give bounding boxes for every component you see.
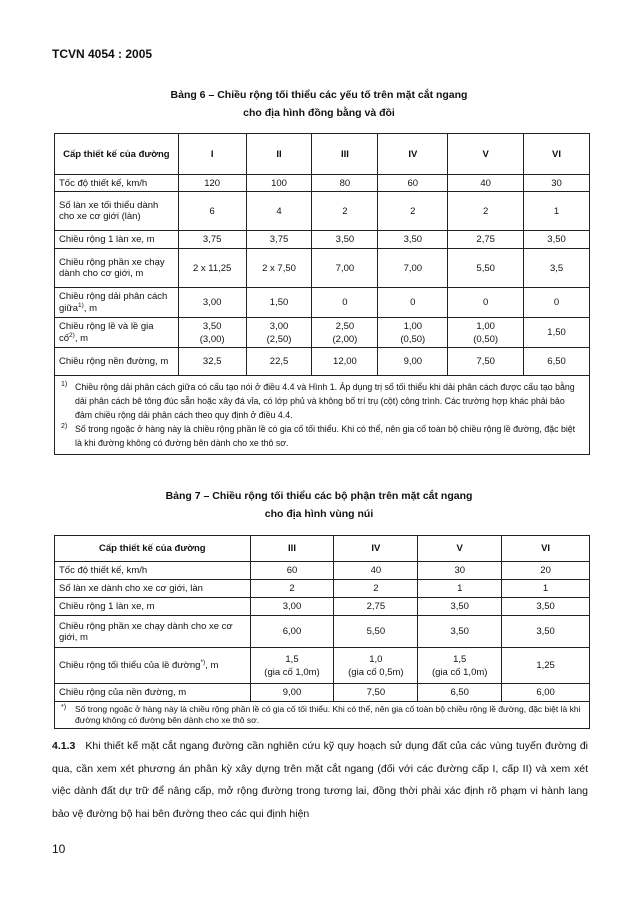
table6-cell: 4	[246, 192, 312, 231]
table7-cell: 3,50	[502, 616, 590, 648]
table6-cell: 3,50	[378, 231, 448, 249]
table7-cell: 3,50	[502, 598, 590, 616]
table6-row	[55, 249, 590, 288]
table6-col-header: VI	[524, 134, 590, 175]
table7-cell: 1,5 (gia cố 1,0m)	[250, 648, 334, 684]
table7-row-label: Số làn xe dành cho xe cơ giới, làn	[55, 580, 251, 598]
table7-row-label: Chiều rộng của nền đường, m	[55, 684, 251, 702]
table7-cell: 2	[334, 580, 418, 598]
table6-cell: 0	[448, 288, 524, 318]
table6-cell: 7,00	[312, 249, 378, 288]
table7-cell: 1	[418, 580, 502, 598]
table6-cell: 100	[246, 175, 312, 192]
table6-caption-line2: cho địa hình đồng bằng và đồi	[243, 107, 395, 119]
table7-cell: 3,00	[250, 598, 334, 616]
table6-cell: 2	[312, 192, 378, 231]
table6-cell: 1	[524, 192, 590, 231]
table6-col-header: IV	[378, 134, 448, 175]
table7-head-label: Cấp thiết kế của đường	[55, 536, 251, 562]
table7-caption-line2: cho địa hình vùng núi	[264, 508, 374, 520]
table6-cell: 0	[524, 288, 590, 318]
table7-row	[55, 598, 590, 616]
table6-cell: 7,00	[378, 249, 448, 288]
table7-cell: 1,25	[502, 648, 590, 684]
table6-row	[55, 175, 590, 192]
table6-notes-row	[55, 376, 590, 455]
table6-note-2: 2) Số trong ngoặc ở hàng này là chiều rộng phần lề có gia cố tối thiểu. Khi có thể, nên gia cố toàn bộ chiều rộng lề đường, đặc biệt là khi đường không có đường bên dành cho xe thô sơ.	[61, 423, 576, 448]
table7-cell: 3,50	[418, 616, 502, 648]
table7-note-1: *) Số trong ngoặc ở hàng này là chiều rộng phần lề có gia cố tối thiểu. Khi có thể, nên gia cố toàn bộ chiều rộng lề đường, đặc biệt là khi đường không có đường bên dành cho xe thô sơ.	[61, 704, 581, 725]
table6-row	[55, 318, 590, 348]
table7-col-header: VI	[502, 536, 590, 562]
table6-cell: 1,00 (0,50)	[378, 318, 448, 348]
table7-notes	[55, 702, 590, 729]
table6-cell: 3,5	[524, 249, 590, 288]
table7-caption-line1: Bảng 7 – Chiều rộng tối thiểu các bộ phận trên mặt cắt ngang	[165, 490, 473, 502]
table7-row-label: Chiều rộng 1 làn xe, m	[55, 598, 251, 616]
table7-cell: 60	[250, 562, 334, 580]
table6-head-label: Cấp thiết kế của đường	[55, 134, 179, 175]
standard-code-header: TCVN 4054 : 2005	[52, 47, 153, 61]
table7-cell: 2	[250, 580, 334, 598]
table7	[54, 535, 590, 729]
table7-cell: 6,00	[250, 616, 334, 648]
table7-cell: 30	[418, 562, 502, 580]
table6-col-header: I	[178, 134, 246, 175]
table6-col-header: II	[246, 134, 312, 175]
table7-cell: 6,00	[502, 684, 590, 702]
table6-cell: 3,50	[312, 231, 378, 249]
table6-row-label: Chiều rộng nền đường, m	[55, 348, 179, 376]
table6-row	[55, 192, 590, 231]
table6-cell: 2	[448, 192, 524, 231]
table6-cell: 9,00	[378, 348, 448, 376]
table6-cell: 3,75	[178, 231, 246, 249]
table7-row	[55, 684, 590, 702]
table6-caption	[0, 86, 638, 122]
table7-row	[55, 562, 590, 580]
table6-cell: 2 x 11,25	[178, 249, 246, 288]
table6-cell: 2	[378, 192, 448, 231]
table6-cell: 6,50	[524, 348, 590, 376]
table6-cell: 3,75	[246, 231, 312, 249]
table6-cell: 32,5	[178, 348, 246, 376]
table6-cell: 3,00	[178, 288, 246, 318]
table6-notes	[55, 376, 590, 455]
table6-row-label: Số làn xe tối thiểu dành cho xe cơ giới (làn)	[55, 192, 179, 231]
table6-row	[55, 288, 590, 318]
table6-cell: 120	[178, 175, 246, 192]
table6-row-label: Chiều rộng phần xe chạy dành cho cơ giới, m	[55, 249, 179, 288]
table6-cell: 1,50	[524, 318, 590, 348]
table6	[54, 133, 590, 455]
table6-row-label: Chiều rộng lề và lề gia cố$^{2)}$, m	[55, 318, 179, 348]
table6-cell: 12,00	[312, 348, 378, 376]
table6-cell: 22,5	[246, 348, 312, 376]
table7-notes-row	[55, 702, 590, 729]
table6-row	[55, 348, 590, 376]
table7-cell: 5,50	[334, 616, 418, 648]
table7-header-row	[55, 536, 590, 562]
table7-caption	[0, 487, 638, 523]
table6-cell: 60	[378, 175, 448, 192]
table6-row-label: Chiều rộng dải phân cách giữa$^{1)}$, m	[55, 288, 179, 318]
table6-cell: 3,00 (2,50)	[246, 318, 312, 348]
table7-row-label: Chiều rộng phần xe chạy dành cho xe cơ giới, m	[55, 616, 251, 648]
table6-header-row	[55, 134, 590, 175]
table7-row-label: Tốc độ thiết kế, km/h	[55, 562, 251, 580]
table7-row	[55, 580, 590, 598]
table7-row-label: Chiều rộng tối thiểu của lề đường*), m	[55, 648, 251, 684]
table6-cell: 6	[178, 192, 246, 231]
table6-col-header: V	[448, 134, 524, 175]
table6-cell: 80	[312, 175, 378, 192]
paragraph-text: Khi thiết kế mặt cắt ngang đường cần nghiên cứu kỹ quy hoạch sử dụng đất của các vùng tuyến đường đi qua, cần xem xét phương án phân kỳ xây dựng trên mặt cắt ngang (đối với các đường cấp I, cấp II) và xem xét việc dành đất dự trữ để nâng cấp, mở rộng đường trong tương lai, đồng thời phải xác định rõ phạm vi hành lang bảo vệ đường bộ hai bên đường theo các qui định hiện	[52, 740, 588, 820]
table7-cell: 2,75	[334, 598, 418, 616]
table7-col-header: V	[418, 536, 502, 562]
table7-cell: 3,50	[418, 598, 502, 616]
table6-cell: 0	[378, 288, 448, 318]
table7-cell: 6,50	[418, 684, 502, 702]
table7-cell: 1	[502, 580, 590, 598]
table6-cell: 1,50	[246, 288, 312, 318]
table7-row	[55, 616, 590, 648]
table6-cell: 7,50	[448, 348, 524, 376]
paragraph-number: 4.1.3	[52, 740, 76, 752]
table7-row	[55, 648, 590, 684]
table6-cell: 0	[312, 288, 378, 318]
table6-cell: 2 x 7,50	[246, 249, 312, 288]
table6-cell: 1,00 (0,50)	[448, 318, 524, 348]
table7-col-header: III	[250, 536, 334, 562]
table6-cell: 2,50 (2,00)	[312, 318, 378, 348]
table7-cell: 20	[502, 562, 590, 580]
table6-cell: 30	[524, 175, 590, 192]
table7-cell: 1,5 (gia cố 1,0m)	[418, 648, 502, 684]
table6-row-label: Chiều rộng 1 làn xe, m	[55, 231, 179, 249]
table6-cell: 3,50 (3,00)	[178, 318, 246, 348]
table6-cell: 2,75	[448, 231, 524, 249]
table7-cell: 9,00	[250, 684, 334, 702]
table7-cell: 1,0 (gia cố 0,5m)	[334, 648, 418, 684]
table6-cell: 40	[448, 175, 524, 192]
table6-row-label: Tốc độ thiết kế, km/h	[55, 175, 179, 192]
table6-col-header: III	[312, 134, 378, 175]
table6-caption-line1: Bảng 6 – Chiều rộng tối thiểu các yếu tố trên mặt cắt ngang	[170, 89, 468, 101]
table7-col-header: IV	[334, 536, 418, 562]
paragraph-4-1-3	[52, 735, 588, 825]
table6-note-1: 1) Chiều rộng dải phân cách giữa có cấu tạo nói ở điều 4.4 và Hình 1. Áp dụng trị số tối thiểu khi dải phân cách được cấu tạo bằng dải phân cách bê tông đúc sẵn hoặc xây đá vỉa, có lớp phủ và không bố trí trụ (cột) công trình. Các trường hợp khác phải bảo đảm chiều rộng dải phân cách theo quy định ở điều 4.4.	[61, 381, 575, 420]
table6-cell: 3,50	[524, 231, 590, 249]
page-number: 10	[52, 842, 66, 856]
table6-cell: 5,50	[448, 249, 524, 288]
table6-row	[55, 231, 590, 249]
table7-cell: 40	[334, 562, 418, 580]
table7-cell: 7,50	[334, 684, 418, 702]
